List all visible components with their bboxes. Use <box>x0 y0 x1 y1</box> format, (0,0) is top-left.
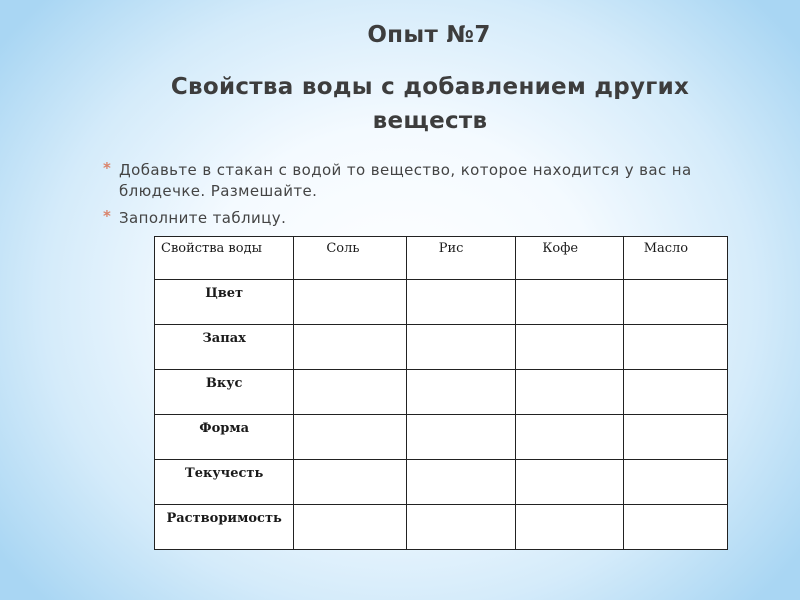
table-cell[interactable] <box>516 460 623 505</box>
table-cell[interactable] <box>516 325 623 370</box>
instruction-item <box>103 160 753 202</box>
table-cell[interactable] <box>294 505 406 550</box>
table-row <box>155 505 728 550</box>
table-row <box>155 325 728 370</box>
row-label-shape: Форма <box>155 415 294 460</box>
table-cell[interactable] <box>516 280 623 325</box>
column-header-coffee: Кофе <box>516 237 623 280</box>
table-cell[interactable] <box>516 505 623 550</box>
table-cell[interactable] <box>406 280 516 325</box>
row-label-fluidity: Текучесть <box>155 460 294 505</box>
table-row <box>155 415 728 460</box>
row-label-color: Цвет <box>155 280 294 325</box>
table-cell[interactable] <box>516 370 623 415</box>
table-cell[interactable] <box>623 415 727 460</box>
table-cell[interactable] <box>623 460 727 505</box>
table-header-row <box>155 237 728 280</box>
row-label-solubility: Растворимость <box>155 505 294 550</box>
bullet-icon: * <box>103 159 112 177</box>
table-cell[interactable] <box>623 370 727 415</box>
table-cell[interactable] <box>294 370 406 415</box>
table-row <box>155 460 728 505</box>
table-cell[interactable] <box>623 505 727 550</box>
table-cell[interactable] <box>294 460 406 505</box>
table-cell[interactable] <box>294 325 406 370</box>
table-cell[interactable] <box>623 280 727 325</box>
table-cell[interactable] <box>406 415 516 460</box>
table-row <box>155 280 728 325</box>
properties-table <box>154 236 728 550</box>
table-cell[interactable] <box>623 325 727 370</box>
instruction-list <box>103 160 753 235</box>
bullet-icon: * <box>103 207 112 225</box>
table-cell[interactable] <box>406 505 516 550</box>
table-cell[interactable] <box>294 415 406 460</box>
table-cell[interactable] <box>406 370 516 415</box>
row-label-taste: Вкус <box>155 370 294 415</box>
row-label-smell: Запах <box>155 325 294 370</box>
slide-title: Опыт №7 <box>367 22 491 48</box>
instruction-text: Добавьте в стакан с водой то вещество, которое находится у вас на блюдечке. Размешайте. <box>119 161 692 200</box>
slide-subtitle: Свойства воды с добавлением других веществ <box>170 74 690 134</box>
instruction-text: Заполните таблицу. <box>119 209 287 227</box>
table-cell[interactable] <box>406 460 516 505</box>
column-header-salt: Соль <box>294 237 406 280</box>
table-cell[interactable] <box>516 415 623 460</box>
table-row <box>155 370 728 415</box>
table-cell[interactable] <box>294 280 406 325</box>
column-header-rice: Рис <box>406 237 516 280</box>
column-header-oil: Масло <box>623 237 727 280</box>
column-header-properties: Свойства воды <box>155 237 294 280</box>
instruction-item <box>103 208 753 229</box>
table-cell[interactable] <box>406 325 516 370</box>
